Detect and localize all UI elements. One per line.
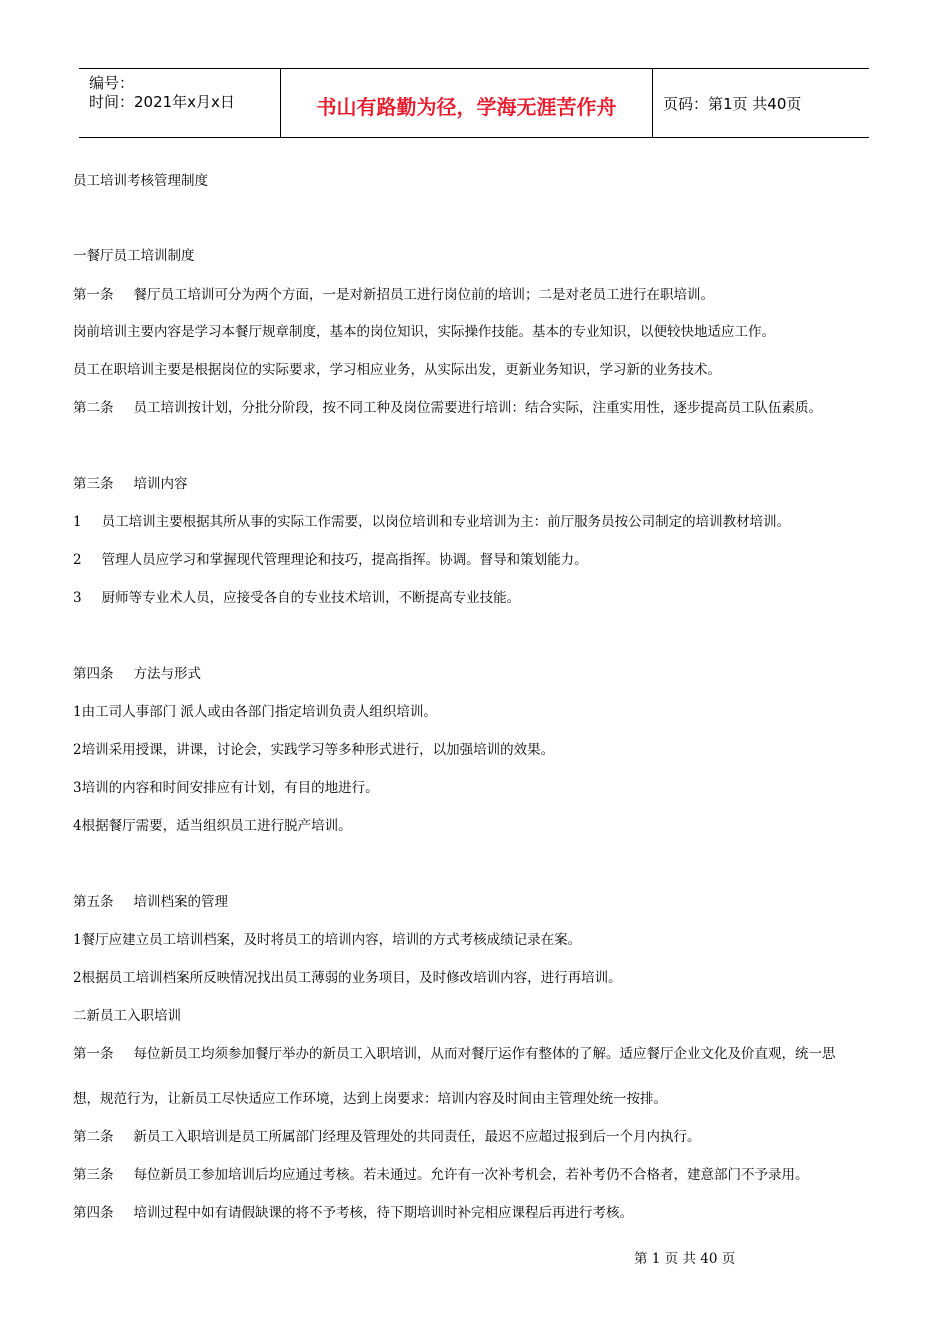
- article-title: 培训内容: [133, 476, 188, 492]
- article-paragraph: [73, 1045, 836, 1063]
- article-label: 第三条: [73, 476, 114, 492]
- list-item: 2根据员工培训档案所反映情况找出员工薄弱的业务项目，及时修改培训内容，进行再培训。: [73, 970, 622, 986]
- article-label: 第五条: [73, 894, 114, 910]
- list-item: 1餐厅应建立员工培训档案，及时将员工的培训内容，培训的方式考核成绩记录在案。: [73, 932, 582, 948]
- list-item-text: 厨师等专业术人员，应接受各自的专业技术培训，不断提高专业技能。: [101, 590, 521, 606]
- article-label: 第三条: [73, 1167, 114, 1183]
- list-item: [73, 551, 588, 569]
- list-item-number: 2: [73, 552, 82, 568]
- list-item-text: 管理人员应学习和掌握现代管理理论和技巧，提高指挥。协调。督导和策划能力。: [101, 552, 588, 568]
- article-paragraph: [73, 1204, 633, 1222]
- document-header: [79, 68, 869, 138]
- page-footer: 第 1 页 共 40 页: [634, 1251, 736, 1267]
- list-item: 4根据餐厅需要，适当组织员工进行脱产培训。: [73, 818, 352, 834]
- article-label: 第一条: [73, 1046, 114, 1062]
- article-text: 员工培训按计划，分批分阶段，按不同工种及岗位需要进行培训：结合实际，注重实用性，逐步提高员工队伍素质。: [133, 400, 822, 416]
- article-paragraph: [73, 1128, 701, 1146]
- list-item: [73, 589, 520, 607]
- article-title: 方法与形式: [133, 666, 201, 682]
- article-paragraph: [73, 286, 714, 304]
- article-text: 每位新员工均须参加餐厅举办的新员工入职培训，从而对餐厅运作有整体的了解。适应餐厅企业文化及价直观，统一思: [133, 1046, 836, 1062]
- article-text: 每位新员工参加培训后均应通过考核。若未通过。允许有一次补考机会，若补考仍不合格者，建意部门不予录用。: [133, 1167, 809, 1183]
- document-title: 员工培训考核管理制度: [73, 173, 208, 189]
- article-text: 培训过程中如有请假缺课的将不予考核，待下期培训时补完相应课程后再进行考核。: [133, 1205, 633, 1221]
- paragraph-continuation: 想，规范行为，让新员工尽快适应工作环境，达到上岗要求：培训内容及时间由主管理处统一按排。: [73, 1091, 667, 1107]
- list-item: 3培训的内容和时间安排应有计划，有目的地进行。: [73, 780, 379, 796]
- list-item-number: 3: [73, 590, 82, 606]
- article-label: 第一条: [73, 287, 114, 303]
- article-text: 新员工入职培训是员工所属部门经理及管理处的共同责任，最迟不应超过报到后一个月内执行。: [133, 1129, 701, 1145]
- list-item: [73, 513, 790, 531]
- list-item: 1由工司人事部门 派人或由各部门指定培训负责人组织培训。: [73, 704, 437, 720]
- article-label: 第四条: [73, 1205, 114, 1221]
- list-item-text: 员工培训主要根据其所从事的实际工作需要，以岗位培训和专业培训为主：前厅服务员按公司制定的培训教材培训。: [101, 514, 791, 530]
- article-heading: [73, 665, 201, 683]
- article-paragraph: [73, 399, 822, 417]
- list-item-number: 1: [73, 514, 82, 530]
- article-label: 第二条: [73, 1129, 114, 1145]
- article-label: 第四条: [73, 666, 114, 682]
- article-paragraph: [73, 1166, 809, 1184]
- header-page-cell: [653, 69, 869, 137]
- paragraph: 岗前培训主要内容是学习本餐厅规章制度，基本的岗位知识，实际操作技能。基本的专业知识，以便较快地适应工作。: [73, 324, 775, 340]
- document-time-label: 时间：2021年x月x日: [89, 93, 235, 111]
- article-text: 餐厅员工培训可分为两个方面，一是对新招员工进行岗位前的培训；二是对老员工进行在职培训。: [133, 287, 714, 303]
- paragraph: 员工在职培训主要是根据岗位的实际要求，学习相应业务，从实际出发，更新业务知识，学习新的业务技术。: [73, 362, 721, 378]
- article-heading: [73, 893, 228, 911]
- article-title: 培训档案的管理: [133, 894, 228, 910]
- section-heading: 二新员工入职培训: [73, 1008, 181, 1024]
- header-info-cell: [79, 69, 281, 137]
- header-page-code: 页码：第1页 共40页: [663, 95, 802, 113]
- article-heading: [73, 475, 188, 493]
- document-number-label: 编号：: [89, 74, 135, 92]
- list-item: 2培训采用授课，讲课，讨论会，实践学习等多种形式进行，以加强培训的效果。: [73, 742, 555, 758]
- header-slogan: 书山有路勤为径，学海无涯苦作舟: [316, 95, 617, 119]
- header-slogan-cell: [281, 69, 653, 137]
- section-heading: 一餐厅员工培训制度: [73, 248, 195, 264]
- article-label: 第二条: [73, 400, 114, 416]
